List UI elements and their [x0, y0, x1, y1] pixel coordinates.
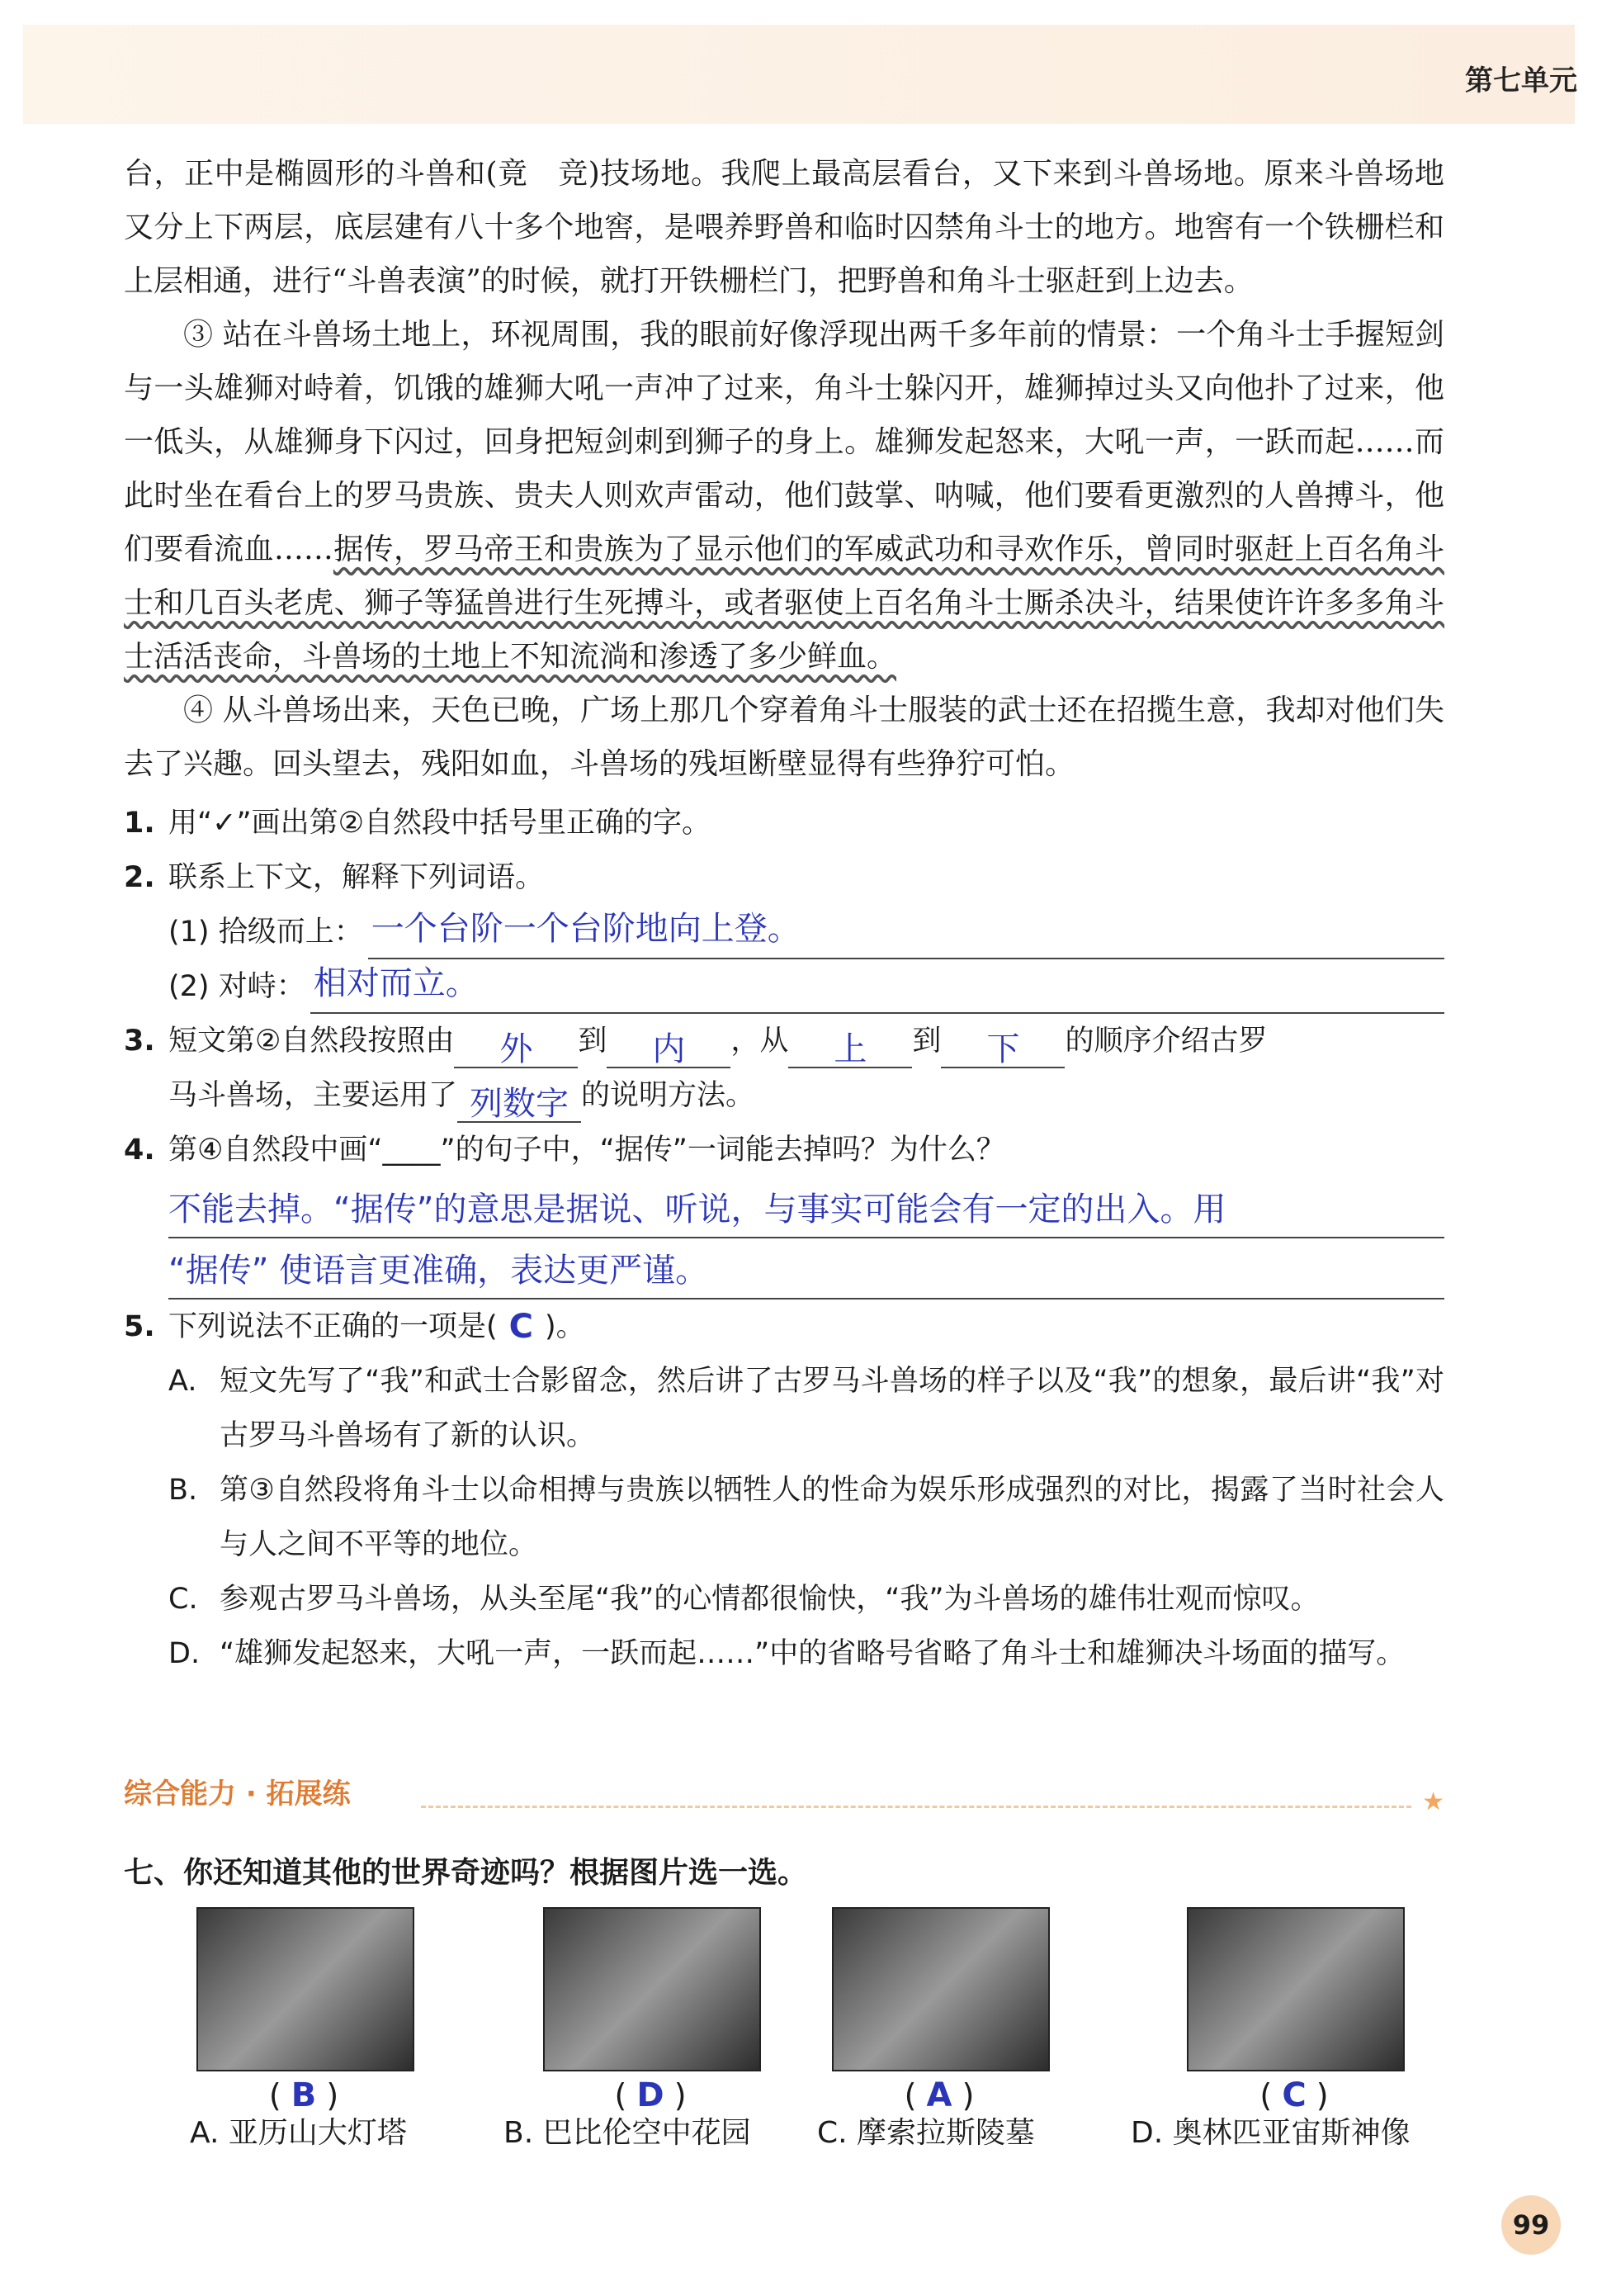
choice-d: D. 奥林匹亚宙斯神像 — [1131, 2116, 1411, 2150]
question-7-title: 七、你还知道其他的世界奇迹吗？根据图片选一选。 — [124, 1856, 808, 1890]
option-c[interactable]: C. 参观古罗马斗兽场，从头至尾“我”的心情都很愉快，“我”为斗兽场的雄伟壮观而惊叹。 — [168, 1583, 1320, 1616]
picture-answer-2[interactable]: ( D ) — [614, 2076, 687, 2114]
page-header — [23, 25, 1575, 124]
answer-line[interactable] — [368, 910, 1444, 959]
option-b[interactable]: B. 第③自然段将角斗士以命相搏与贵族以牺牲人的性命为娱乐形成强烈的对比，揭露了当时社会人与人之间不平等的地位。 — [168, 1474, 1444, 1561]
wonder-picture-1 — [196, 1907, 414, 2071]
question-2: 2. 联系上下文，解释下列词语。 — [124, 861, 545, 894]
blank[interactable]: 内 — [607, 1022, 730, 1068]
paragraph-3-underlined-sentence: 据传，罗马帝王和贵族为了显示他们的军威武功和寻欢作乐，曾同时驱赶上百名角斗士和几百头老虎、狮子等猛兽进行生死搏斗，或者驱使上百名角斗士厮杀决斗，结果使许许多多角斗士活活丧命，斗兽场的土地上不知流淌和渗透了多少鲜血。 — [124, 533, 1444, 674]
blank[interactable]: 下 — [941, 1022, 1065, 1068]
option-a[interactable]: A. 短文先写了“我”和武士合影留念，然后讲了古罗马斗兽场的样子以及“我”的想象，最后讲“我”对古罗马斗兽场有了新的认识。 — [168, 1365, 1444, 1452]
passage-paragraph-3 — [124, 308, 1444, 684]
star-icon: ★ — [1422, 1787, 1444, 1816]
option-d[interactable]: D. “雄狮发起怒来，大吼一声，一跃而起……”中的省略号省略了角斗士和雄狮决斗场面的描写。 — [168, 1637, 1406, 1670]
question-3: 3. 短文第②自然段按照由 外 到 内 ，从 上 到 下 的顺序介绍古罗 — [124, 1014, 1444, 1068]
question-list — [124, 796, 1444, 1681]
question-2-sub-2: (2) 对峙： 相对而立。 — [168, 959, 1444, 1014]
unit-label: 第七单元 — [1465, 64, 1577, 97]
section-title: 综合能力 · 拓展练 — [124, 1778, 351, 1811]
choice-a: A. 亚历山大灯塔 — [190, 2116, 407, 2150]
answer-line[interactable]: “据传” 使语言更准确，表达更严谨。 — [168, 1238, 1444, 1299]
picture-answer-1[interactable]: ( B ) — [268, 2076, 339, 2114]
question-4-answer — [168, 1177, 1444, 1299]
question-4: 4. 第④自然段中画“____”的句子中，“据传”一词能去掉吗？为什么？ — [124, 1134, 1005, 1167]
handwritten-answer: 一个台阶一个台阶地向上登。 — [371, 910, 801, 948]
blank[interactable]: 列数字 — [457, 1077, 581, 1123]
picture-answer-4[interactable]: ( C ) — [1259, 2076, 1329, 2114]
section-divider — [421, 1806, 1411, 1808]
handwritten-answer: 相对而立。 — [313, 964, 479, 1002]
question-3-line-2: 马斗兽场，主要运用了 列数字 的说明方法。 — [168, 1068, 1444, 1123]
blank[interactable]: 外 — [454, 1022, 578, 1068]
blank[interactable]: 上 — [788, 1022, 912, 1068]
choice-b: B. 巴比伦空中花园 — [503, 2116, 751, 2150]
wonder-pictures — [124, 1907, 1444, 2122]
passage-paragraph-4: ④ 从斗兽场出来，天色已晚，广场上那几个穿着角斗士服装的武士还在招揽生意，我却对他们失去了兴趣。回头望去，残阳如血，斗兽场的残垣断壁显得有些狰狞可怕。 — [124, 694, 1444, 781]
page-number: 99 — [1501, 2195, 1561, 2255]
wonder-picture-3 — [832, 1907, 1050, 2071]
choice-c: C. 摩索拉斯陵墓 — [817, 2116, 1036, 2150]
question-1: 1. 用“✓”画出第②自然段中括号里正确的字。 — [124, 807, 711, 840]
paragraph-3-part-1: ③ 站在斗兽场土地上，环视周围，我的眼前好像浮现出两千多年前的情景：一个角斗士手握短剑与一头雄狮对峙着，饥饿的雄狮大吼一声冲了过来，角斗士躲闪开，雄狮掉过头又向他扑了过来，他一低头，从雄狮身下闪过，回身把短剑刺到狮子的身上。雄狮发起怒来，大吼一声，一跃而起……而此时坐在看台上的罗马贵族、贵夫人则欢声雷动，他们鼓掌、呐喊，他们要看更激烈的人兽搏斗，他们要看流血…… — [124, 318, 1444, 566]
section-header — [124, 1771, 1444, 1820]
question-5-options — [168, 1354, 1444, 1681]
answer-line[interactable]: 不能去掉。“据传”的意思是据说、听说，与事实可能会有一定的出入。用 — [168, 1177, 1444, 1238]
question-2-sub-1: (1) 拾级而上： 一个台阶一个台阶地向上登。 — [168, 905, 1444, 959]
wonder-picture-2 — [543, 1907, 761, 2071]
content — [124, 147, 1444, 1681]
passage-paragraph-2: 台，正中是椭圆形的斗兽和(竟 竞)技场地。我爬上最高层看台，又下来到斗兽场地。原来斗兽场地又分上下两层，底层建有八十多个地窖，是喂养野兽和临时囚禁角斗士的地方。地窖有一个铁栅栏和上层相通，进行“斗兽表演”的时候，就打开铁栅栏门，把野兽和角斗士驱赶到上边去。 — [124, 157, 1444, 298]
wonder-picture-4 — [1187, 1907, 1405, 2071]
picture-answer-3[interactable]: ( A ) — [904, 2076, 975, 2114]
handwritten-answer: C — [508, 1308, 534, 1346]
question-5: 5. 下列说法不正确的一项是( C )。 — [124, 1299, 1444, 1354]
